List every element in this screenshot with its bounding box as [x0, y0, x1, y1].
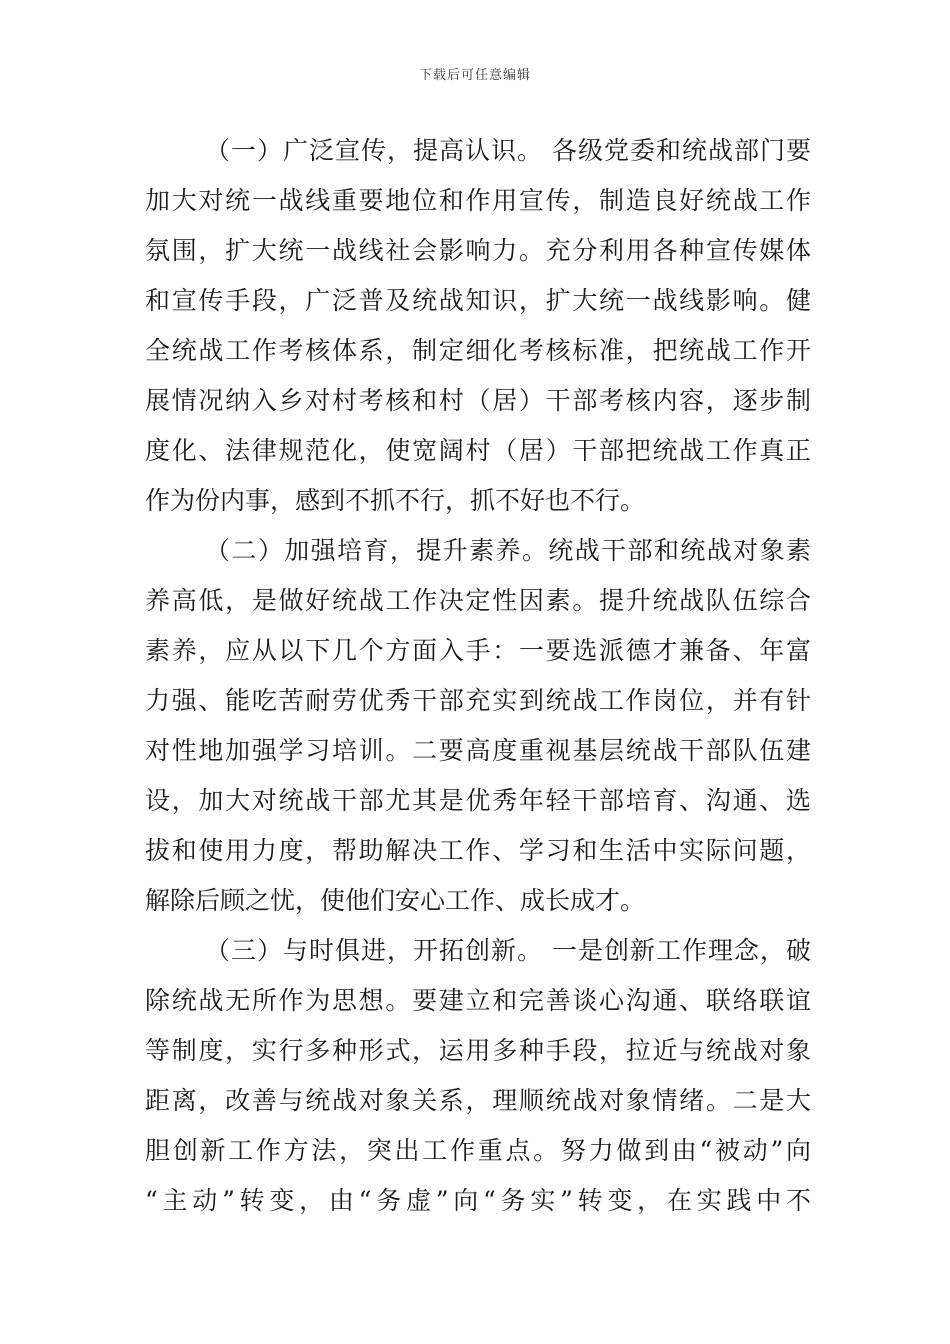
text-line: 距离，改善与统战对象关系，理顺统战对象情绪。二是大	[145, 1086, 811, 1115]
text-line: 素养，应从以下几个方面入手：一要选派德才兼备、年富	[145, 636, 811, 665]
text-line: （三）与时俱进，开拓创新。 一是创新工作理念，破	[205, 936, 811, 965]
text-line: 力强、能吃苦耐劳优秀干部充实到统战工作岗位，并有针	[145, 686, 811, 715]
text-line: 全统战工作考核体系，制定细化考核标准，把统战工作开	[145, 336, 811, 365]
text-line: 拔和使用力度，帮助解决工作、学习和生活中实际问题，	[145, 836, 811, 865]
text-line: 作为份内事，感到不抓不行，抓不好也不行。	[145, 486, 646, 515]
text-line: 除统战无所作为思想。要建立和完善谈心沟通、联络联谊	[145, 986, 811, 1015]
paragraph-1	[145, 126, 811, 526]
text-line: 胆创新工作方法，突出工作重点。努力做到由“被动”向	[145, 1136, 811, 1165]
paragraph-3	[145, 926, 811, 1226]
page-header: 下载后可任意编辑	[418, 68, 531, 83]
text-line: “主动”转变，由“务虚”向“务实”转变，在实践中不	[145, 1186, 811, 1215]
paragraph-2	[145, 526, 811, 926]
text-line: （二）加强培育，提升素养。统战干部和统战对象素	[205, 536, 811, 565]
text-line: 度化、法律规范化，使宽阔村（居）干部把统战工作真正	[145, 436, 811, 465]
text-line: 对性地加强学习培训。二要高度重视基层统战干部队伍建	[145, 736, 811, 765]
text-line: 展情况纳入乡对村考核和村（居）干部考核内容，逐步制	[145, 386, 811, 415]
document-body	[145, 126, 811, 1226]
text-line: 养高低，是做好统战工作决定性因素。提升统战队伍综合	[145, 586, 811, 615]
text-line: （一）广泛宣传，提高认识。 各级党委和统战部门要	[205, 136, 811, 165]
text-line: 氛围，扩大统一战线社会影响力。充分利用各种宣传媒体	[145, 236, 811, 265]
text-line: 解除后顾之忧，使他们安心工作、成长成才。	[145, 886, 646, 915]
text-line: 设，加大对统战干部尤其是优秀年轻干部培育、沟通、选	[145, 786, 811, 815]
text-line: 和宣传手段，广泛普及统战知识，扩大统一战线影响。健	[145, 286, 811, 315]
text-line: 加大对统一战线重要地位和作用宣传，制造良好统战工作	[145, 186, 811, 215]
text-line: 等制度，实行多种形式，运用多种手段，拉近与统战对象	[145, 1036, 811, 1065]
